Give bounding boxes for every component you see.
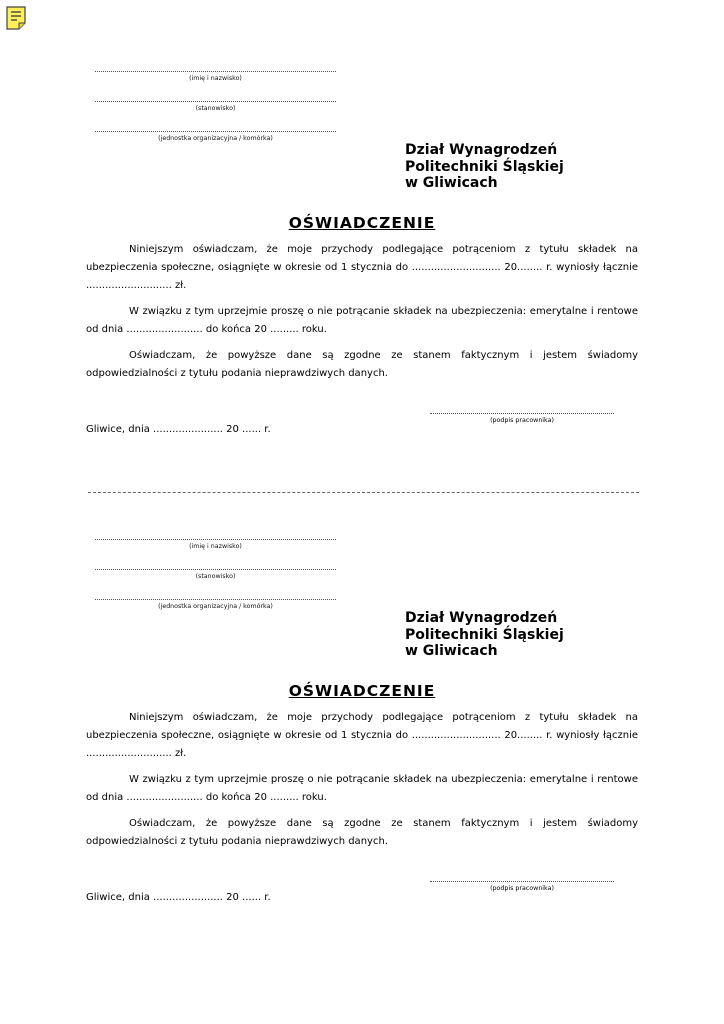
- declaration-form-1: [0, 0, 724, 460]
- name-field: [95, 539, 336, 553]
- position-dotted-line: [95, 101, 336, 102]
- signature-caption: (podpis pracownika): [490, 417, 554, 424]
- paragraph-statement-text: Oświadczam, że powyższe dane są zgodne ze stanem faktycznym i jestem świadomy odpowiedzialności z tytułu podania nieprawdziwych danych.: [86, 350, 638, 379]
- position-caption: (stanowisko): [195, 105, 236, 112]
- name-dotted-line: [95, 71, 336, 72]
- addressee-line-2: Politechniki Śląskiej: [405, 626, 564, 643]
- position-dotted-line: [95, 569, 336, 570]
- name-caption: (imię i nazwisko): [189, 543, 242, 550]
- document-title: OŚWIADCZENIE: [288, 682, 436, 700]
- signature-field: [430, 881, 614, 892]
- paragraph-statement-text: Oświadczam, że powyższe dane są zgodne ze stanem faktycznym i jestem świadomy odpowiedzialności z tytułu podania nieprawdziwych danych.: [86, 818, 638, 847]
- place-date: Gliwice, dnia ...................... 20 ...... r.: [86, 892, 271, 903]
- paragraph-statement: [86, 347, 638, 383]
- addressee-line-1: Dział Wynagrodzeń: [405, 610, 558, 626]
- signature-field: [430, 413, 614, 424]
- paragraph-request: [86, 771, 638, 807]
- paragraph-income: [86, 709, 638, 763]
- addressee: [405, 610, 645, 660]
- name-field: [95, 71, 336, 85]
- addressee-line-3: w Gliwicach: [405, 643, 498, 659]
- paragraph-request-text: W związku z tym uprzejmie proszę o nie potrącanie składek na ubezpieczenia: emerytalne i rentowe od dnia ........................ do końca 20 ......... roku.: [86, 306, 638, 335]
- unit-caption: (jednostka organizacyjna / komórka): [158, 603, 273, 610]
- position-field: [95, 569, 336, 583]
- declaration-form-2: [0, 468, 724, 928]
- signature-caption: (podpis pracownika): [490, 885, 554, 892]
- paragraph-request: [86, 303, 638, 339]
- paragraph-income-text: Niniejszym oświadczam, że moje przychody podlegające potrąceniom z tytułu składek na ubezpieczenia społeczne, osiągnięte w okresie od 1 stycznia do ............................ 20........ r. wyniosły łącznie ........................... zł.: [86, 712, 638, 759]
- name-caption: (imię i nazwisko): [189, 75, 242, 82]
- position-field: [95, 101, 336, 115]
- paragraph-income: [86, 241, 638, 295]
- addressee-line-3: w Gliwicach: [405, 175, 498, 191]
- signature-dotted-line: [430, 881, 614, 882]
- paragraph-request-text: W związku z tym uprzejmie proszę o nie potrącanie składek na ubezpieczenia: emerytalne i rentowe od dnia ........................ do końca 20 ......... roku.: [86, 774, 638, 803]
- addressee: [405, 142, 645, 192]
- unit-dotted-line: [95, 599, 336, 600]
- document-title: OŚWIADCZENIE: [288, 214, 436, 232]
- unit-field: [95, 599, 336, 613]
- addressee-line-2: Politechniki Śląskiej: [405, 158, 564, 175]
- unit-field: [95, 131, 336, 145]
- signature-dotted-line: [430, 413, 614, 414]
- paragraph-income-text: Niniejszym oświadczam, że moje przychody podlegające potrąceniom z tytułu składek na ubezpieczenia społeczne, osiągnięte w okresie od 1 stycznia do ............................ 20........ r. wyniosły łącznie ........................... zł.: [86, 244, 638, 291]
- paragraph-statement: [86, 815, 638, 851]
- unit-caption: (jednostka organizacyjna / komórka): [158, 135, 273, 142]
- unit-dotted-line: [95, 131, 336, 132]
- position-caption: (stanowisko): [195, 573, 236, 580]
- addressee-line-1: Dział Wynagrodzeń: [405, 142, 558, 158]
- place-date: Gliwice, dnia ...................... 20 ...... r.: [86, 424, 271, 435]
- name-dotted-line: [95, 539, 336, 540]
